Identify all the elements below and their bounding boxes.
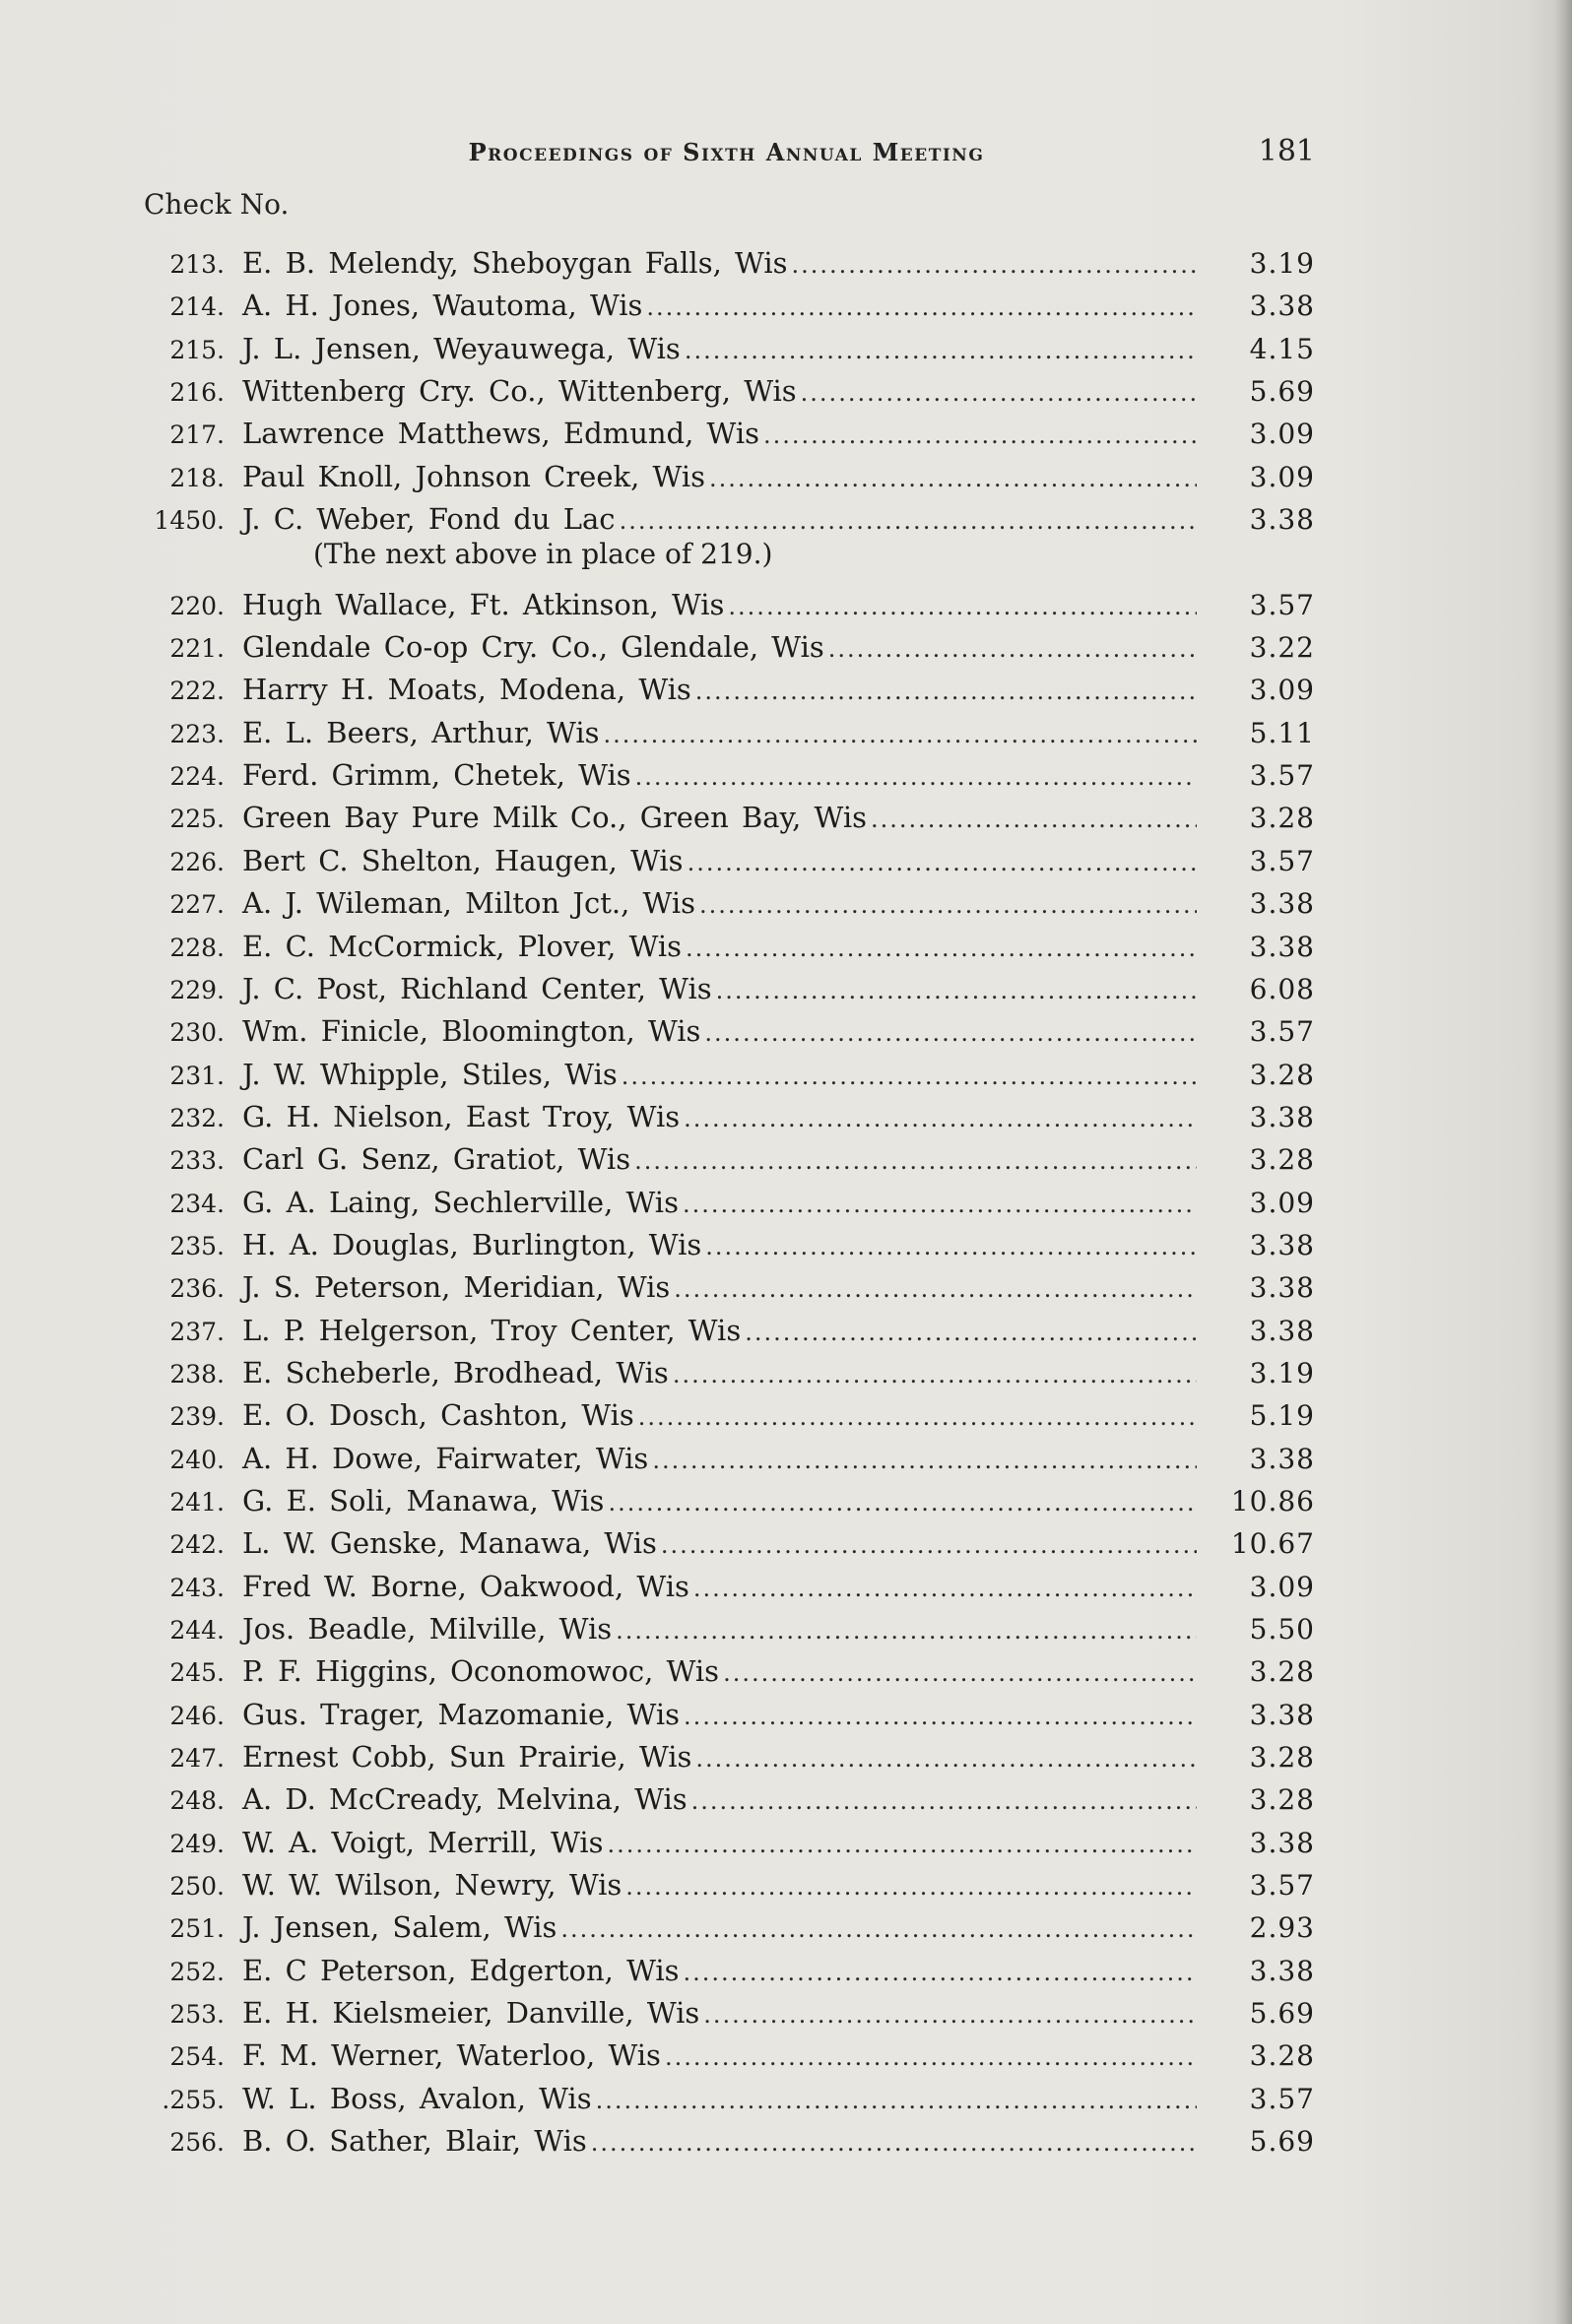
amount: 5.50	[1249, 1613, 1315, 1646]
check-number: 215.	[169, 335, 225, 364]
check-number: 221.	[169, 634, 225, 664]
payee-name: Gus. Trager, Mazomanie, Wis	[242, 1697, 681, 1731]
payee-name: L. W. Genske, Manawa, Wis	[242, 1526, 657, 1561]
payee-name: J. C. Weber, Fond du Lac	[242, 502, 616, 537]
amount: 3.38	[1249, 930, 1315, 963]
payee-name: Hugh Wallace, Ft. Atkinson, Wis	[242, 587, 725, 621]
payee-name: E. Scheberle, Brodhead, Wis	[242, 1355, 669, 1389]
payee-name: Jos. Beadle, Milville, Wis	[242, 1612, 613, 1646]
check-number: 214.	[169, 292, 225, 322]
check-number: 213.	[169, 250, 225, 279]
amount: 3.38	[1249, 290, 1315, 323]
check-number: 217.	[169, 420, 225, 450]
check-number: 249.	[169, 1829, 225, 1858]
list-item	[138, 234, 1315, 280]
list-item	[138, 576, 1315, 621]
column-heading: Check No.	[144, 188, 290, 221]
amount: 5.69	[1249, 2125, 1315, 2159]
amount: 3.09	[1249, 1570, 1315, 1603]
payee-name: E. O. Dosch, Cashton, Wis	[242, 1398, 634, 1433]
dot-leader	[652, 1440, 1197, 1482]
dot-leader	[684, 1098, 1197, 1140]
payee-name: Fred W. Borne, Oakwood, Wis	[242, 1569, 689, 1603]
dot-leader	[716, 970, 1197, 1012]
payee-name: Wm. Finicle, Bloomington, Wis	[242, 1014, 701, 1049]
amount: 3.57	[1249, 1869, 1315, 1903]
dot-leader	[704, 1012, 1197, 1055]
check-list	[138, 234, 1315, 2159]
amount: 3.09	[1249, 460, 1315, 493]
running-head: Proceedings of Sixth Annual Meeting	[468, 138, 985, 166]
check-number: 230.	[169, 1018, 225, 1048]
check-number: 239.	[169, 1402, 225, 1432]
dot-leader	[685, 330, 1197, 372]
payee-name: W. A. Voigt, Merrill, Wis	[242, 1825, 604, 1859]
check-number: 246.	[169, 1701, 225, 1730]
amount: 3.28	[1249, 1058, 1315, 1091]
check-number: 237.	[169, 1317, 225, 1346]
check-number: 222.	[169, 677, 225, 706]
dot-leader	[674, 1268, 1197, 1311]
check-number: 234.	[169, 1189, 225, 1218]
payee-name: Bert C. Shelton, Haugen, Wis	[242, 843, 684, 877]
check-number: 256.	[169, 2128, 225, 2158]
amount: 10.67	[1230, 1527, 1315, 1561]
dot-leader	[871, 799, 1197, 841]
amount: 3.57	[1249, 1015, 1315, 1049]
dot-leader	[703, 1994, 1197, 2036]
amount: 3.28	[1249, 1783, 1315, 1817]
payee-name: G. H. Nielson, East Troy, Wis	[242, 1099, 681, 1133]
dot-leader	[560, 1908, 1197, 1951]
payee-name: Carl G. Senz, Gratiot, Wis	[242, 1142, 631, 1177]
amount: 3.38	[1249, 887, 1315, 921]
amount: 3.57	[1249, 844, 1315, 877]
amount: 3.57	[1249, 2082, 1315, 2115]
check-number: 243.	[169, 1573, 225, 1602]
dot-leader	[596, 2080, 1197, 2122]
payee-name: H. A. Douglas, Burlington, Wis	[242, 1227, 702, 1261]
dot-leader	[616, 1610, 1197, 1652]
amount: 5.11	[1249, 716, 1315, 749]
dot-leader	[691, 1780, 1197, 1823]
payee-name: J. W. Whipple, Stiles, Wis	[242, 1057, 618, 1091]
check-number: 216.	[169, 378, 225, 408]
check-number: .255.	[162, 2085, 225, 2114]
amount: 3.38	[1249, 1954, 1315, 1987]
dot-leader	[591, 2122, 1197, 2164]
page-header	[138, 134, 1315, 179]
payee-name: J. S. Peterson, Meridian, Wis	[242, 1270, 671, 1305]
payee-name: E. H. Kielsmeier, Danville, Wis	[242, 1996, 700, 2031]
dot-leader	[638, 1396, 1197, 1439]
amount: 3.38	[1249, 1228, 1315, 1261]
dot-leader	[625, 1866, 1197, 1908]
dot-leader	[646, 287, 1197, 329]
payee-name: A. H. Dowe, Fairwater, Wis	[242, 1441, 649, 1475]
check-number: 240.	[169, 1445, 225, 1474]
payee-name: Green Bay Pure Milk Co., Green Bay, Wis	[242, 801, 867, 835]
check-number: 252.	[169, 1957, 225, 1986]
amount: 3.57	[1249, 588, 1315, 621]
payee-name: A. J. Wileman, Milton Jct., Wis	[242, 886, 695, 921]
payee-name: Wittenberg Cry. Co., Wittenberg, Wis	[242, 374, 797, 409]
amount: 3.38	[1249, 1698, 1315, 1731]
check-number: 218.	[169, 463, 225, 492]
amount: 5.69	[1249, 1997, 1315, 2031]
amount: 3.38	[1249, 1826, 1315, 1859]
amount: 3.38	[1249, 503, 1315, 537]
dot-leader	[709, 458, 1197, 500]
payee-name: G. E. Soli, Manawa, Wis	[242, 1483, 605, 1517]
check-number: 229.	[169, 975, 225, 1004]
dot-leader	[684, 1696, 1197, 1738]
check-number: 233.	[169, 1146, 225, 1176]
check-number: 1450.	[154, 506, 225, 536]
payee-name: G. A. Laing, Sechlerville, Wis	[242, 1185, 679, 1219]
amount: 3.19	[1249, 1356, 1315, 1389]
dot-leader	[801, 372, 1197, 415]
check-number: 225.	[169, 805, 225, 834]
payee-name: J. L. Jensen, Weyauwega, Wis	[242, 331, 681, 365]
payee-name: Glendale Co-op Cry. Co., Glendale, Wis	[242, 630, 824, 665]
check-number: 228.	[169, 933, 225, 962]
dot-leader	[673, 1354, 1197, 1396]
check-number: 250.	[169, 1872, 225, 1902]
payee-name: F. M. Werner, Waterloo, Wis	[242, 2038, 661, 2073]
check-number: 224.	[169, 762, 225, 792]
dot-leader	[684, 1952, 1197, 1994]
dot-leader	[791, 244, 1197, 287]
amount: 3.28	[1249, 802, 1315, 835]
payee-name: E. C Peterson, Edgerton, Wis	[242, 1953, 680, 1987]
dot-leader	[695, 1738, 1197, 1780]
dot-leader	[763, 415, 1197, 457]
payee-name: L. P. Helgerson, Troy Center, Wis	[242, 1313, 742, 1347]
check-number: 247.	[169, 1744, 225, 1774]
amount: 3.19	[1249, 247, 1315, 280]
dot-leader	[695, 671, 1197, 713]
check-number: 253.	[169, 2000, 225, 2030]
dot-leader	[693, 1568, 1197, 1610]
check-number: 244.	[169, 1616, 225, 1645]
check-number: 251.	[169, 1914, 225, 1944]
amount: 10.86	[1230, 1484, 1315, 1517]
amount: 3.09	[1249, 418, 1315, 451]
dot-leader	[622, 1056, 1197, 1098]
amount: 2.93	[1249, 1911, 1315, 1945]
amount: 3.57	[1249, 759, 1315, 793]
check-number: 242.	[169, 1530, 225, 1560]
dot-leader	[608, 1824, 1197, 1866]
dot-leader	[745, 1312, 1197, 1354]
payee-name: Ferd. Grimm, Chetek, Wis	[242, 758, 631, 793]
amount: 3.38	[1249, 1442, 1315, 1475]
check-number: 220.	[169, 591, 225, 620]
amount: 3.38	[1249, 1100, 1315, 1133]
check-number: 235.	[169, 1231, 225, 1260]
check-number: 223.	[169, 719, 225, 748]
amount: 5.69	[1249, 375, 1315, 409]
dot-leader	[608, 1482, 1197, 1524]
amount: 3.28	[1249, 1143, 1315, 1177]
dot-leader	[634, 1140, 1197, 1183]
spine-shadow	[1554, 0, 1572, 2324]
dot-leader	[723, 1652, 1197, 1695]
list-note: (The next above in place of 219.)	[313, 538, 773, 571]
payee-name: Paul Knoll, Johnson Creek, Wis	[242, 459, 705, 493]
amount: 3.22	[1249, 631, 1315, 665]
check-number: 231.	[169, 1061, 225, 1090]
payee-name: W. L. Boss, Avalon, Wis	[242, 2081, 592, 2115]
amount: 3.09	[1249, 674, 1315, 707]
amount: 6.08	[1249, 972, 1315, 1005]
check-number: 241.	[169, 1487, 225, 1517]
payee-name: Lawrence Matthews, Edmund, Wis	[242, 417, 760, 451]
payee-name: A. H. Jones, Wautoma, Wis	[242, 289, 643, 323]
dot-leader	[661, 1524, 1197, 1567]
payee-name: E. B. Melendy, Sheboygan Falls, Wis	[242, 246, 788, 280]
check-number: 238.	[169, 1359, 225, 1388]
check-number: 226.	[169, 847, 225, 876]
payee-name: W. W. Wilson, Newry, Wis	[242, 1868, 622, 1903]
amount: 3.09	[1249, 1186, 1315, 1219]
check-number: 254.	[169, 2042, 225, 2072]
amount: 3.28	[1249, 1655, 1315, 1689]
payee-name: P. F. Higgins, Oconomowoc, Wis	[242, 1654, 720, 1689]
amount: 3.38	[1249, 1314, 1315, 1347]
dot-leader	[665, 2036, 1197, 2079]
dot-leader	[604, 714, 1198, 756]
dot-leader	[635, 756, 1197, 799]
check-number: 236.	[169, 1274, 225, 1304]
amount: 3.28	[1249, 1741, 1315, 1775]
payee-name: J. Jensen, Salem, Wis	[242, 1910, 557, 1945]
amount: 3.28	[1249, 2039, 1315, 2073]
check-number: 245.	[169, 1658, 225, 1688]
dot-leader	[828, 628, 1197, 671]
payee-name: E. L. Beers, Arthur, Wis	[242, 715, 600, 749]
dot-leader	[728, 586, 1197, 628]
dot-leader	[699, 884, 1197, 927]
dot-leader	[683, 1184, 1197, 1226]
amount: 5.19	[1249, 1399, 1315, 1433]
payee-name: J. C. Post, Richland Center, Wis	[242, 971, 712, 1005]
dot-leader	[688, 842, 1197, 884]
page-number: 181	[1258, 134, 1315, 168]
check-number: 248.	[169, 1786, 225, 1816]
amount: 4.15	[1249, 332, 1315, 365]
dot-leader	[686, 928, 1197, 970]
dot-leader	[705, 1226, 1197, 1268]
check-number: 227.	[169, 890, 225, 920]
payee-name: A. D. McCready, Melvina, Wis	[242, 1782, 688, 1817]
amount: 3.38	[1249, 1271, 1315, 1305]
payee-name: Ernest Cobb, Sun Prairie, Wis	[242, 1740, 692, 1775]
payee-name: B. O. Sather, Blair, Wis	[242, 2124, 587, 2159]
payee-name: Harry H. Moats, Modena, Wis	[242, 673, 691, 707]
check-number: 232.	[169, 1103, 225, 1132]
payee-name: E. C. McCormick, Plover, Wis	[242, 929, 683, 963]
